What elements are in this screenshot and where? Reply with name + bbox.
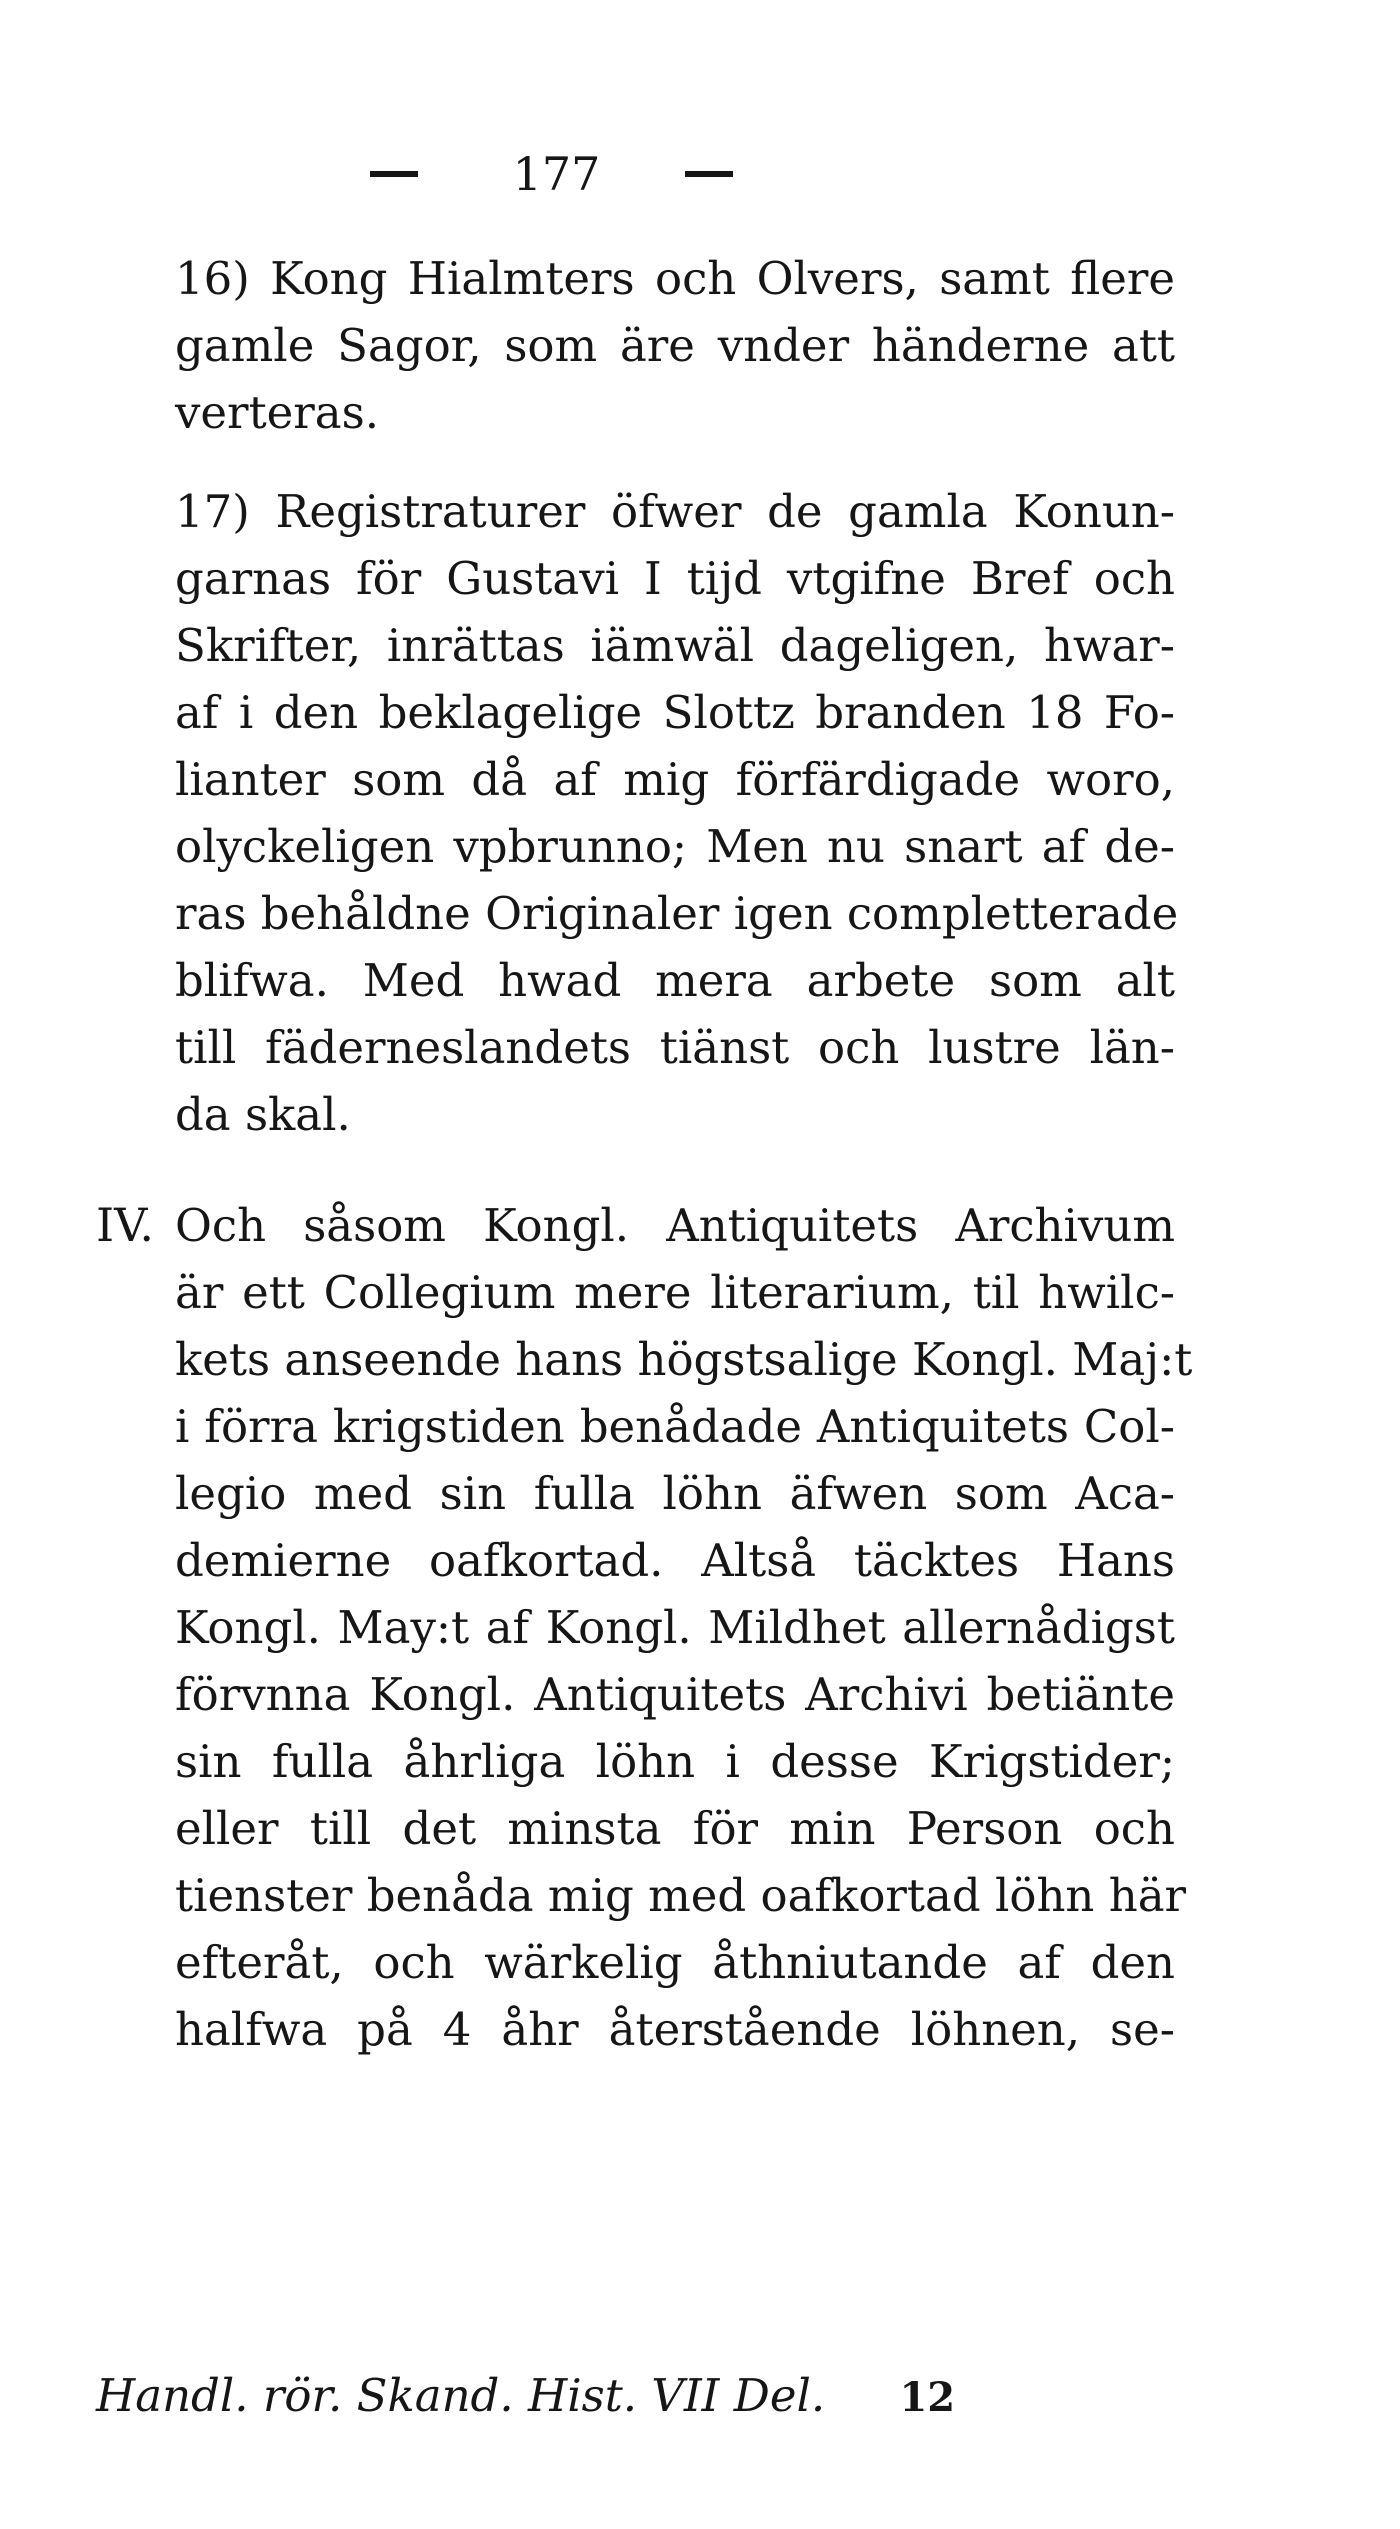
text-line: kets anseende hans högstsalige Kongl. Maj:t [175,1333,1193,1386]
text-line: 16) Kong Hialmters och Olvers, samt flere [175,252,1175,305]
item-16 [175,245,1175,446]
item-17 [175,478,1179,1148]
header-dash-left [370,171,418,177]
page-number: 177 [512,147,601,201]
text-line: är ett Collegium mere literarium, til hwilc- [175,1266,1175,1319]
text-line: blifwa. Med hwad mera arbete som alt [175,954,1175,1007]
text-line: ras behåldne Originaler igen completterade [175,887,1179,940]
text-line: garnas för Gustavi I tijd vtgifne Bref och [175,552,1175,605]
text-line: olyckeligen vpbrunno; Men nu snart af de- [175,820,1175,873]
text-line: sin fulla åhrliga löhn i desse Krigstider; [175,1735,1175,1788]
text-line: Och såsom Kongl. Antiquitets Archivum [175,1199,1175,1252]
header-dash-right [685,171,733,177]
text-line: da skal. [175,1088,351,1141]
text-line: verteras. [175,386,380,439]
text-line: eller till det minsta för min Person och [175,1802,1175,1855]
text-line: 17) Registraturer öfwer de gamla Konun- [175,485,1175,538]
text-line: lianter som då af mig förfärdigade woro, [175,753,1175,806]
text-line: till fäderneslandets tiänst och lustre län- [175,1021,1175,1074]
signature-mark: 12 [899,2374,956,2421]
text-line: Kongl. May:t af Kongl. Mildhet allernådigst [175,1601,1175,1654]
text-line: demierne oafkortad. Altså täcktes Hans [175,1534,1175,1587]
text-line: i förra krigstiden benådade Antiquitets Col- [175,1400,1175,1453]
text-line: Skrifter, inrättas iämwäl dageligen, hwar- [175,619,1175,672]
page-header [370,140,790,204]
running-title: Handl. rör. Skand. Hist. VII Del. [96,2369,826,2422]
text-line: förvnna Kongl. Antiquitets Archivi betiänte [175,1668,1175,1721]
text-line: efteråt, och wärkelig åthniutande af den [175,1936,1175,1989]
section-iv [175,1192,1193,2063]
text-line: legio med sin fulla löhn äfwen som Aca- [175,1467,1175,1520]
section-label: IV. [96,1198,154,1252]
page-footer [96,2362,1096,2431]
text-line: af i den beklagelige Slottz branden 18 Fo- [175,686,1175,739]
text-line: halfwa på 4 åhr återstående löhnen, se- [175,2003,1175,2056]
text-line: gamle Sagor, som äre vnder händerne att [175,319,1175,372]
text-line: tienster benåda mig med oafkortad löhn här [175,1869,1187,1922]
